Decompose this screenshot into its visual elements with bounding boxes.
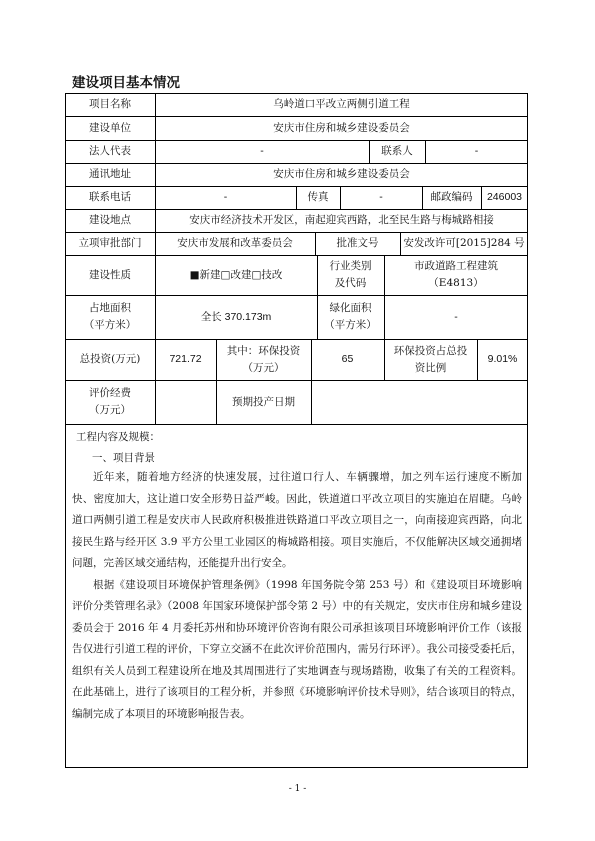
area-value: 全长 370.173m	[200, 310, 272, 323]
legal-rep-label: 法人代表	[89, 145, 131, 157]
env-invest-label: 其中：环保投资（万元）	[226, 344, 301, 374]
approval-no-label: 批准文号	[336, 237, 379, 249]
green-value: -	[454, 310, 458, 323]
env-ratio-value: 9.01%	[487, 353, 518, 365]
nature-value: ■新建□改建□技改	[189, 268, 283, 281]
contact-value: -	[474, 145, 479, 157]
green-label: 绿化面积（平方米）	[324, 302, 377, 331]
contact-label: 联系人	[381, 145, 413, 157]
nature-label: 建设性质	[89, 268, 131, 281]
sub-heading: 一、项目背景	[92, 452, 155, 464]
eval-fee-value	[155, 380, 216, 424]
invest-value: 721.72	[169, 353, 202, 365]
content-heading: 工程内容及规模：	[76, 431, 160, 443]
eval-fee-label: 评价经费（万元）	[89, 387, 131, 416]
area-label: 占地面积（平方米）	[83, 302, 137, 331]
industry-label: 行业类别及代码	[329, 260, 372, 289]
env-ratio-label: 环保投资占总投资比例	[393, 344, 468, 374]
postcode-value: 246003	[486, 191, 523, 203]
startup-value	[311, 380, 528, 424]
project-name-value: 乌岭道口平改立两侧引道工程	[273, 98, 410, 110]
industry-value: 市政道路工程建筑（E4813）	[414, 260, 498, 289]
postcode-label: 邮政编码	[430, 191, 473, 203]
approval-dept-value: 安庆市发展和改革委员会	[177, 237, 293, 249]
env-invest-value: 65	[341, 353, 354, 365]
row-rule	[65, 424, 528, 425]
location-value: 安庆市经济技术开发区，南起迎宾西路，北至民生路与梅城路相接	[189, 214, 494, 226]
fax-label: 传真	[307, 191, 329, 203]
paragraph: 近年来，随着地方经济的快速发展，过往道口行人、车辆骤增，加之列车运行速度不断加快、密度加大，这让道口安全形势日益严峻。因此，铁道道口平改立项目的实施迫在眉睫。乌岭道口两侧引道工程是安庆市人民政府积极推进铁路道口平改立项目之一，向南接迎宾西路，向北接民生路与经开区 3.9 平方公里工业园区的梅城路相接。项目实施后，不仅能解决区域交通拥堵问题，完善区域交通结构，还能提升出行安全。	[72, 471, 522, 569]
address-label: 通讯地址	[89, 168, 131, 180]
phone-label: 联系电话	[89, 191, 131, 203]
builder-label: 建设单位	[89, 121, 131, 134]
section-title: 建设项目基本情况	[72, 75, 180, 91]
location-label: 建设地点	[89, 214, 131, 226]
invest-label: 总投资(万元)	[79, 353, 141, 365]
legal-rep-value: -	[260, 145, 264, 157]
page-number: - 1 -	[288, 784, 307, 794]
address-value: 安庆市住房和城乡建设委员会	[273, 168, 410, 180]
builder-value: 安庆市住房和城乡建设委员会	[273, 121, 410, 134]
fax-value: -	[379, 191, 383, 203]
paragraph: 根据《建设项目环境保护管理条例》（1998 年国务院令第 253 号）和《建设项目环境影响评价分类管理名录》（2008 年国家环境保护部令第 2 号）中的有关规定，安庆市住房和城乡建设委员会于 2016 年 4 月委托苏州和协环境评价咨询有限公司承担该项目环境影响评价工作（该报告仅进行引道工程的评价，下穿立交涵不在此次评价范围内，需另行环评）。我公司接受委托后，组织有关人员到工程建设所在地及其周围进行了实地调查与现场踏勘，收集了有关的工程资料。在此基础上，进行了该项目的工程分析，并参照《环境影响评价技术导则》，结合该项目的特点，编制完成了本项目的环境影响报告表。	[72, 578, 522, 720]
approval-dept-label: 立项审批部门	[78, 237, 142, 249]
startup-label: 预期投产日期	[232, 395, 295, 408]
approval-no-value: 安发改许可[2015]284 号	[403, 237, 525, 249]
content-body	[72, 467, 522, 725]
project-name-label: 项目名称	[89, 98, 131, 110]
phone-value: -	[223, 191, 228, 203]
